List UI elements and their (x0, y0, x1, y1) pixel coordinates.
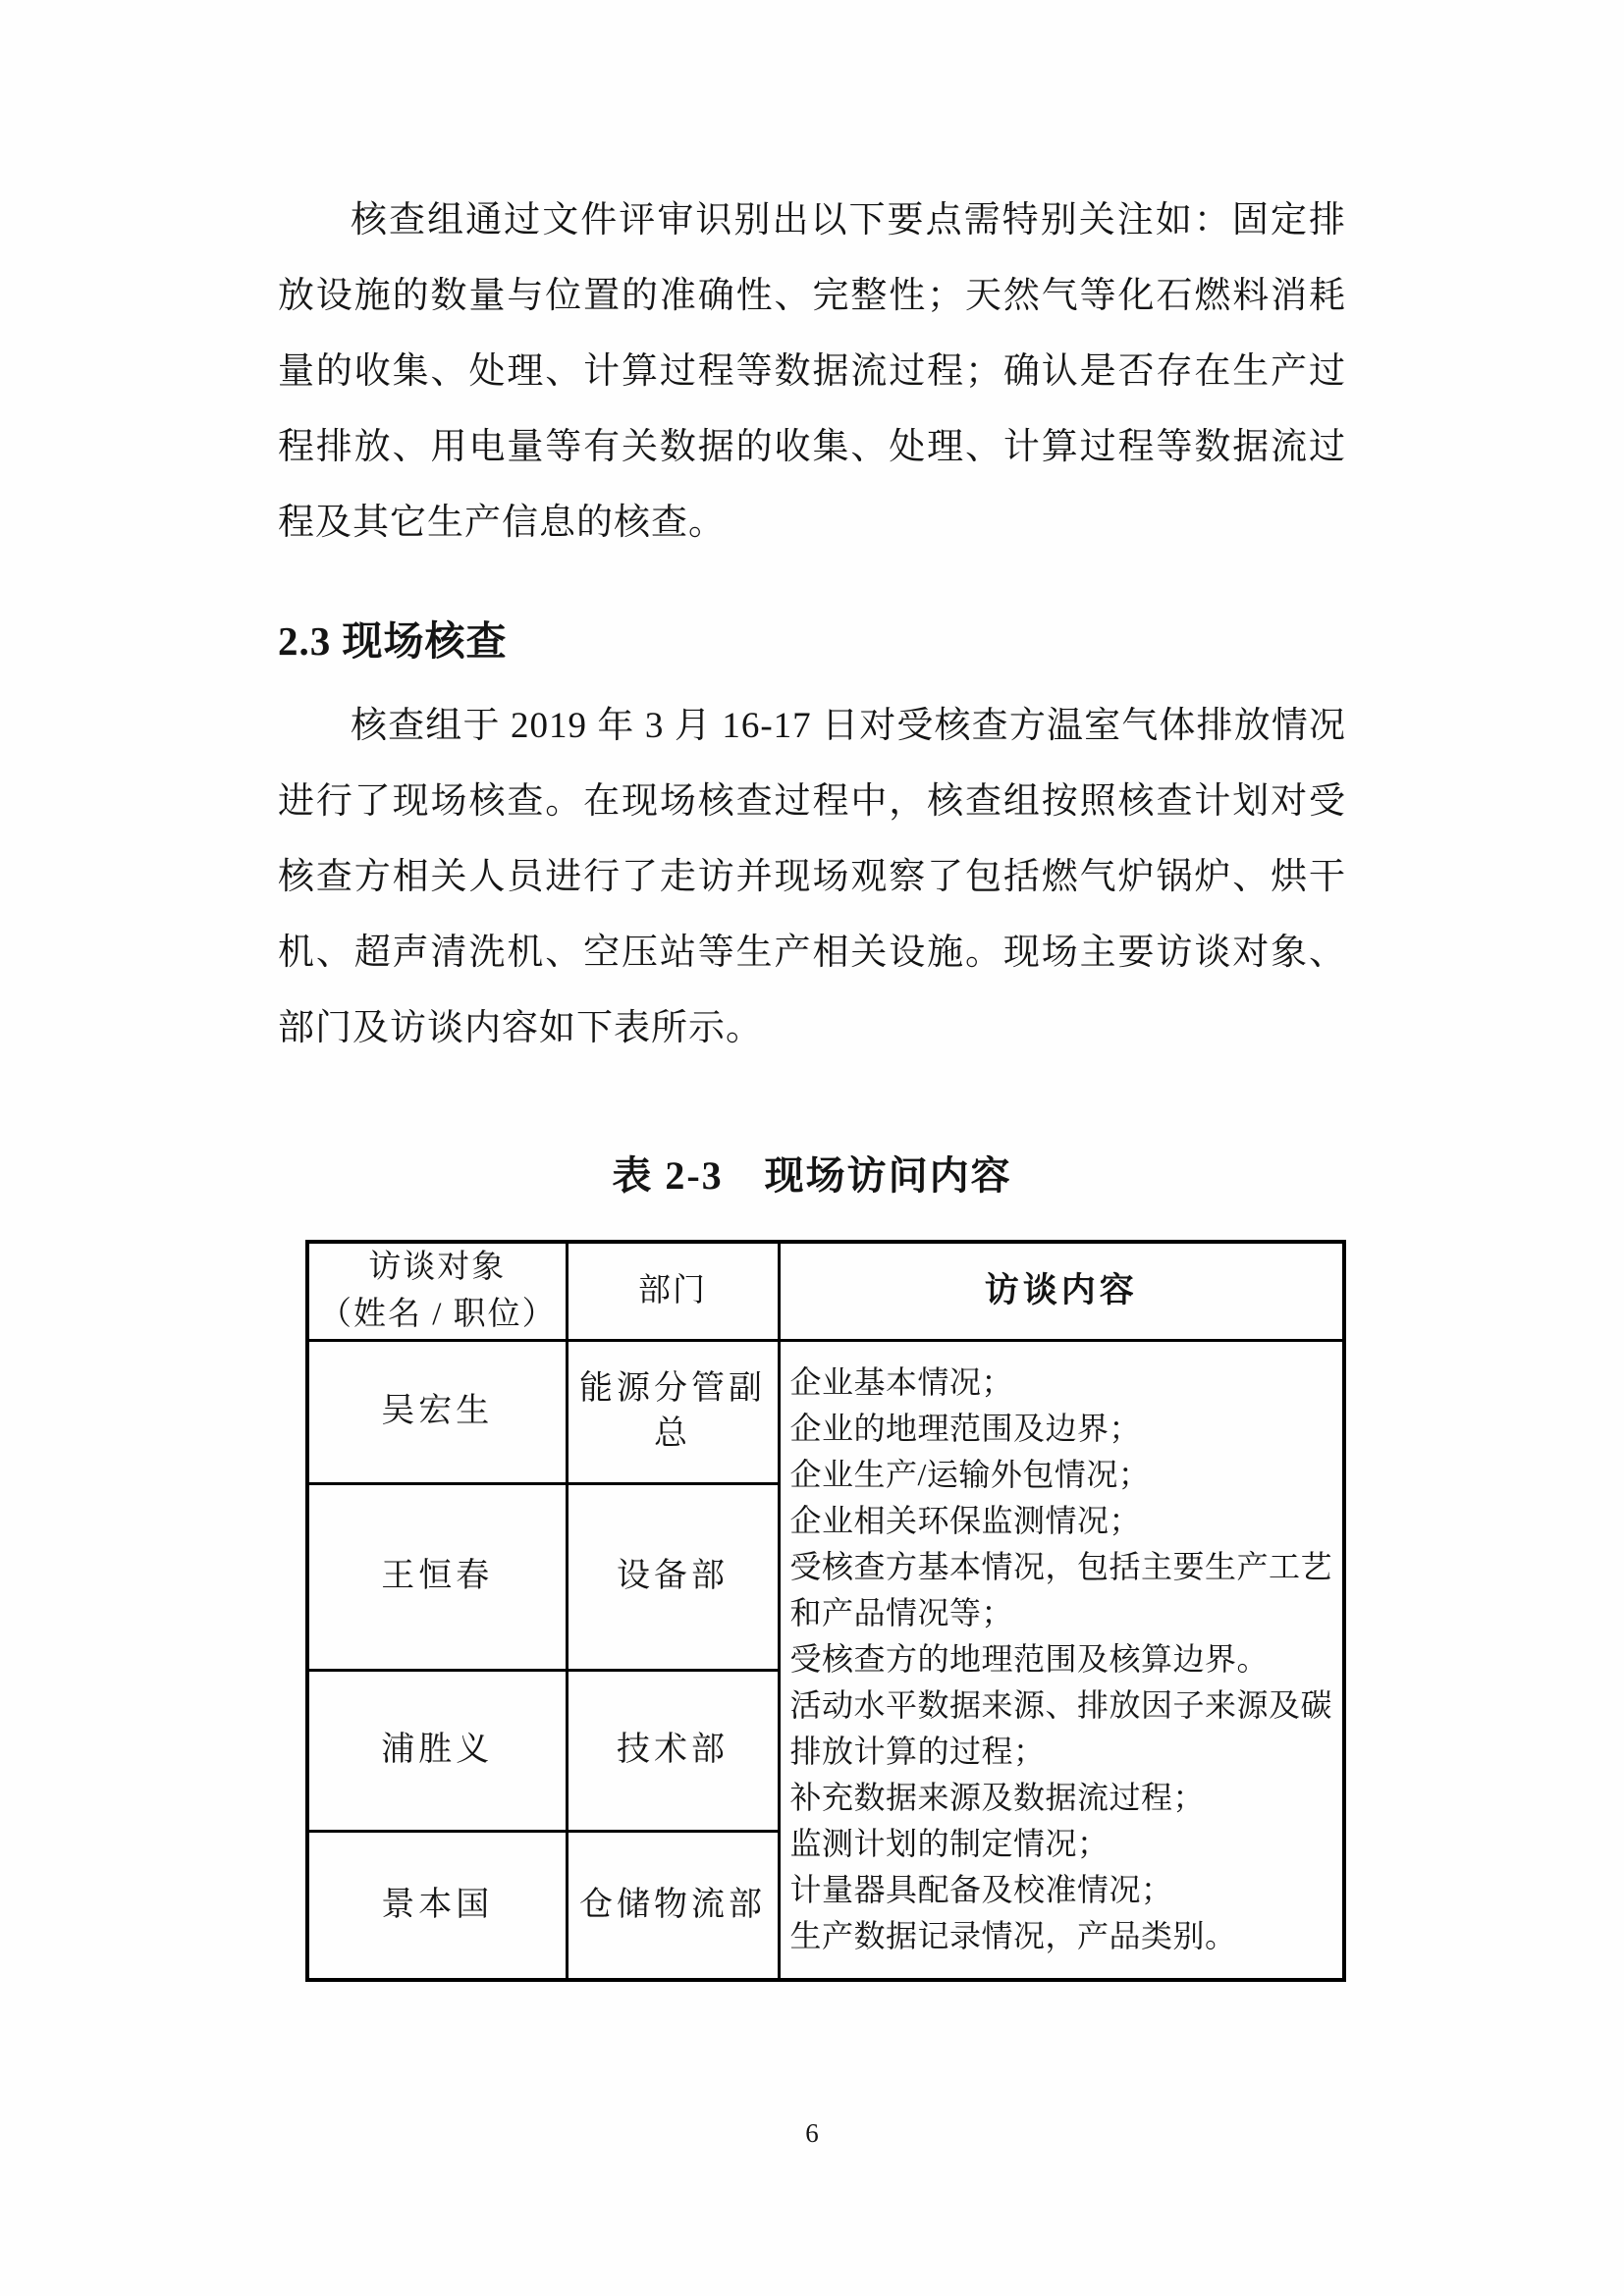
content-line: 企业相关环保监测情况； (789, 1503, 1142, 1539)
interviewee-name: 王恒春 (307, 1483, 567, 1670)
content-line: 生产数据记录情况，产品类别。 (789, 1918, 1237, 1954)
content-line: 监测计划的制定情况； (789, 1826, 1110, 1862)
interviewee-department: 仓储物流部 (567, 1831, 779, 1980)
interview-table (305, 1240, 1346, 1982)
col-header-interviewee (307, 1242, 567, 1340)
content-line: 计量器具配备及校准情况； (789, 1872, 1173, 1908)
page-number: 6 (805, 2118, 819, 2148)
content-line: 受核查方基本情况，包括主要生产工艺和产品情况等； (789, 1549, 1333, 1631)
section-heading-2-3: 2.3 现场核查 (278, 618, 508, 664)
col-header-interviewee-line1: 访谈对象 (368, 1250, 507, 1286)
interviewee-name: 吴宏生 (307, 1340, 567, 1483)
interviewee-department: 能源分管副总 (567, 1340, 779, 1483)
interviewee-name: 浦胜义 (307, 1670, 567, 1831)
content-line: 企业生产/运输外包情况； (789, 1457, 1151, 1493)
table-row (307, 1340, 1344, 1483)
interview-content-cell (779, 1340, 1344, 1980)
paragraph-onsite-verification: 核查组于 2019 年 3 月 16-17 日对受核查方温室气体排放情况进行了现场核查。在现场核查过程中，核查组按照核查计划对受核查方相关人员进行了走访并现场观察了包括燃气炉锅炉、烘干机、超声清洗机、空压站等生产相关设施。现场主要访谈对象、部门及访谈内容如下表所示。 (278, 706, 1346, 1048)
col-header-content: 访谈内容 (779, 1242, 1344, 1340)
col-header-department: 部门 (567, 1242, 779, 1340)
col-header-interviewee-line2: （姓名 / 职位） (319, 1297, 557, 1333)
content-line: 补充数据来源及数据流过程； (789, 1780, 1206, 1816)
interviewee-department: 设备部 (567, 1483, 779, 1670)
interviewee-department: 技术部 (567, 1670, 779, 1831)
table-header-row (307, 1242, 1344, 1340)
content-line: 企业基本情况； (789, 1364, 1014, 1401)
content-line: 企业的地理范围及边界； (789, 1411, 1142, 1447)
paragraph-document-review-findings: 核查组通过文件评审识别出以下要点需特别关注如：固定排放设施的数量与位置的准确性、完整性；天然气等化石燃料消耗量的收集、处理、计算过程等数据流过程；确认是否存在生产过程排放、用电量等有关数据的收集、处理、计算过程等数据流过程及其它生产信息的核查。 (278, 200, 1346, 543)
interviewee-name: 景本国 (307, 1831, 567, 1980)
table-caption: 表 2-3 现场访问内容 (612, 1153, 1012, 1198)
content-line: 活动水平数据来源、排放因子来源及碳排放计算的过程； (789, 1687, 1333, 1770)
content-line: 受核查方的地理范围及核算边界。 (789, 1641, 1270, 1678)
